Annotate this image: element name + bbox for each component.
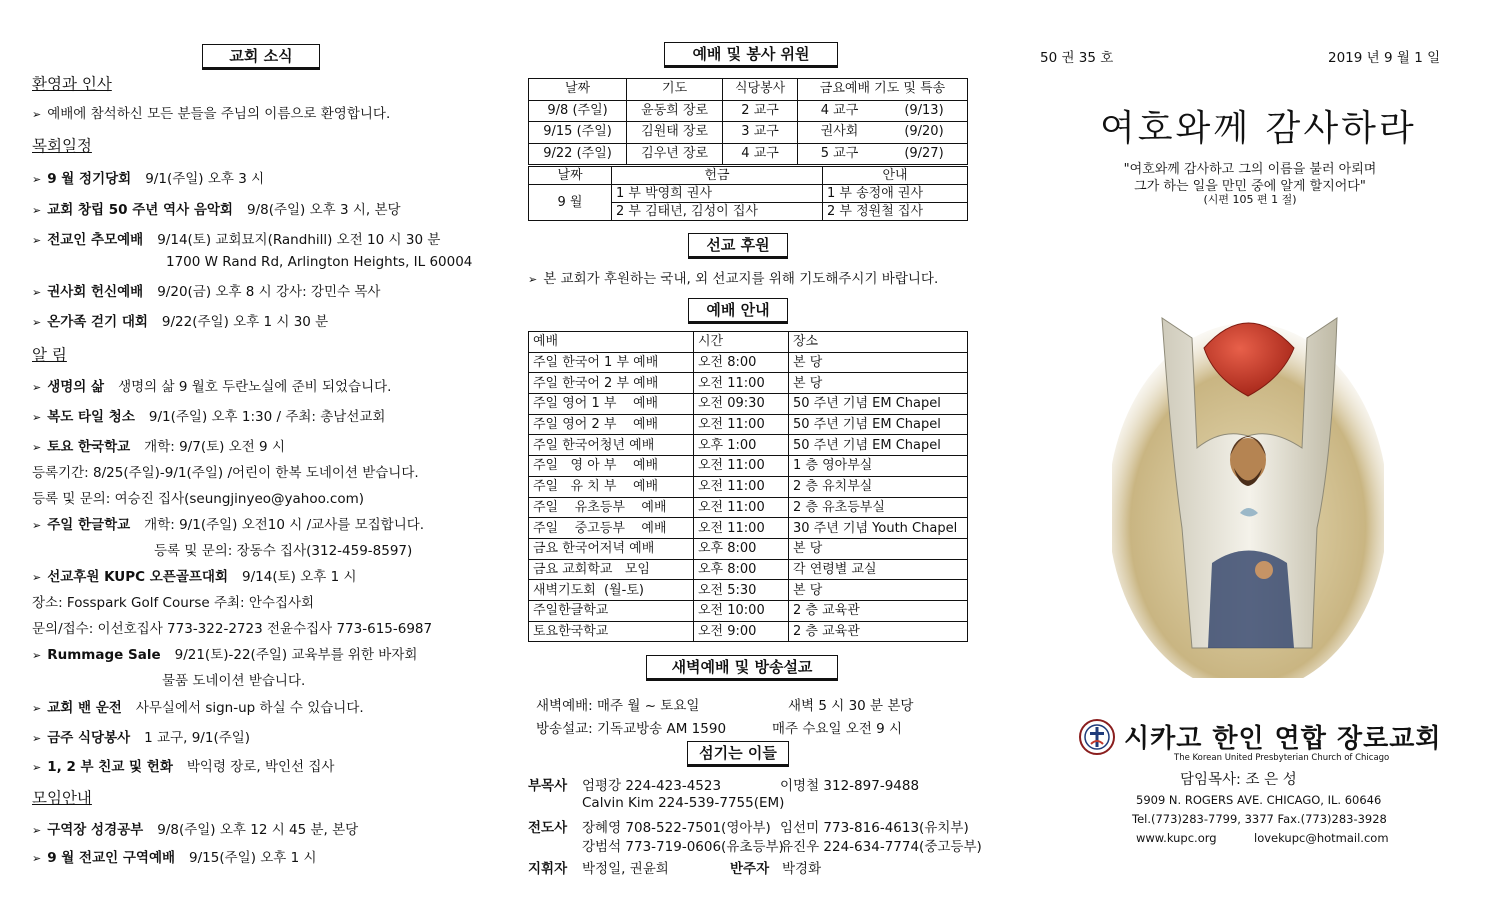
table-cell: 1 부 송정애 권사: [823, 185, 968, 203]
table-cell: 금요 교회학교 모임: [529, 559, 694, 580]
notice-item: [32, 643, 417, 663]
table-cell: 오전 10:00: [694, 600, 789, 621]
table-cell: 주일 유초등부 예배: [529, 497, 694, 518]
evangelist-1: 장혜영 708-522-7501(영아부): [582, 820, 771, 836]
table-row: [529, 143, 968, 165]
table-header: 날짜: [529, 167, 612, 185]
table-cell: 김우년 장로: [627, 143, 723, 165]
notice-item: [32, 435, 285, 455]
table-row: [529, 185, 968, 203]
volume-number: 50 권 35 호: [1040, 50, 1114, 66]
notice-item-text: 등록 및 문의: 여승진 집사(seungjinyeo@yahoo.com): [32, 491, 365, 507]
notice-item: [154, 539, 412, 559]
dawn-line1-b: 새벽 5 시 30 분 본당: [788, 698, 914, 714]
duty-title: 예배 및 봉사 위원: [664, 42, 838, 68]
notice-item-title: 교회 밴 운전: [47, 700, 122, 716]
table-row: [529, 559, 968, 580]
table-header: 장소: [789, 332, 968, 353]
notice-item-text: 9/1(주일) 오후 1:30 / 주최: 총남선교회: [148, 409, 386, 425]
table-header: 안내: [823, 167, 968, 185]
table-cell: 3 교구: [723, 122, 798, 144]
meeting-item-text: 9/15(주일) 오후 1 시: [189, 850, 317, 866]
mission-text: ➢ 본 교회가 후원하는 국내, 외 선교지를 위해 기도해주시기 바랍니다.: [528, 271, 939, 287]
notice-item: [162, 669, 305, 689]
evangelist-3: 강범석 773-719-0606(유초등부): [582, 839, 784, 855]
assoc-pastor-label: 부목사: [528, 778, 568, 794]
notice-item-title: 1, 2 부 친교 및 헌화: [47, 759, 173, 775]
left-title: 교회 소식: [202, 44, 320, 70]
meeting-item: [32, 846, 317, 866]
table-cell: 2 층 교육관: [789, 600, 968, 621]
church-name: 시카고 한인 연합 장로교회: [1124, 724, 1442, 754]
table-cell: 오후 8:00: [694, 559, 789, 580]
notice-heading: 알 림: [32, 346, 67, 364]
service-table: [528, 331, 968, 642]
table-cell: 윤동희 장로: [627, 100, 723, 122]
pastoral-item-title: 온가족 걷기 대회: [47, 314, 148, 330]
issue-date: 2019 년 9 월 1 일: [1328, 50, 1441, 66]
arrow-icon: ➢: [32, 108, 42, 121]
table-row: [529, 352, 968, 373]
theme-title: 여호와께 감사하라: [1100, 108, 1417, 149]
pastoral-item-title: 9 월 정기당회: [47, 171, 132, 187]
table-header: 날짜: [529, 79, 627, 101]
table-cell: 본 당: [789, 373, 968, 394]
service-header-row: [529, 332, 968, 353]
notice-item: [32, 726, 250, 746]
table-cell: 새벽기도회 (월-토): [529, 580, 694, 601]
kneeling-person-head: [1255, 561, 1273, 579]
table-cell: 오전 8:00: [694, 352, 789, 373]
table-cell: 오후 1:00: [694, 435, 789, 456]
pastoral-item: [32, 198, 401, 218]
arrow-icon: ➢: [32, 411, 42, 424]
table-cell: 김원태 장로: [627, 122, 723, 144]
table-cell: 오전 11:00: [694, 497, 789, 518]
table-row: [529, 456, 968, 477]
pastoral-item-text: 9/8(주일) 오후 3 시, 본당: [246, 202, 401, 218]
notice-item-text: 등록기간: 8/25(주일)-9/1(주일) /어린이 한복 도네이션 받습니다.: [32, 465, 419, 481]
dawn-line1-a: 새벽예배: 매주 월 ~ 토요일: [536, 698, 700, 714]
table-header: 시간: [694, 332, 789, 353]
notice-item-title: 선교후원 KUPC 오픈골프대회: [47, 569, 229, 585]
table-cell: 토요한국학교: [529, 621, 694, 642]
evangelist-2: 임선미 773-816-4613(유치부): [780, 820, 969, 836]
table-row: [529, 414, 968, 435]
table-cell: 4 교구: [723, 143, 798, 165]
table-cell: 오전 9:00: [694, 621, 789, 642]
table-header: 헌금: [612, 167, 823, 185]
notice-item: [32, 591, 314, 611]
arrow-icon: ➢: [32, 519, 42, 532]
table-row: [529, 580, 968, 601]
table-cell: 9/15 (주일): [529, 122, 627, 144]
notice-item: [32, 755, 334, 775]
table-cell: 오전 11:00: [694, 414, 789, 435]
arrow-icon: ➢: [32, 702, 42, 715]
mission-title: 선교 후원: [688, 233, 788, 259]
accompanist-name: 박경화: [782, 861, 822, 877]
arrow-icon: ➢: [32, 732, 42, 745]
service-title: 예배 안내: [688, 298, 788, 324]
table-cell: 5 교구: [798, 143, 881, 165]
conductor-names: 박정일, 권윤희: [582, 861, 669, 877]
arrow-icon: ➢: [32, 824, 42, 837]
table-cell: (9/27): [881, 143, 968, 165]
pastoral-item: [32, 167, 264, 187]
table-cell: 오전 11:00: [694, 476, 789, 497]
notice-item-text: 사무실에서 sign-up 하실 수 있습니다.: [135, 700, 364, 716]
assoc-pastor-3: Calvin Kim 224-539-7755(EM): [582, 795, 785, 811]
pastoral-item-text: 9/22(주일) 오후 1 시 30 분: [161, 314, 329, 330]
arrow-icon: ➢: [528, 273, 538, 286]
church-address: 5909 N. ROGERS AVE. CHICAGO, IL. 60646: [1136, 793, 1382, 807]
notice-item-title: 토요 한국학교: [47, 439, 131, 455]
table-row: [529, 122, 968, 144]
conductor-label: 지휘자: [528, 861, 568, 877]
pastoral-heading: 목회일정: [32, 137, 92, 155]
church-phone: Tel.(773)283-7799, 3377 Fax.(773)283-3928: [1132, 812, 1387, 826]
notice-item: [32, 461, 419, 481]
notice-item-text: 생명의 삶 9 월호 두란노실에 준비 되었습니다.: [118, 379, 392, 395]
arrow-icon: ➢: [32, 761, 42, 774]
table-cell: 오전 11:00: [694, 518, 789, 539]
arrow-icon: ➢: [32, 234, 42, 247]
notice-item: [32, 617, 432, 637]
pastoral-item-text: 9/1(주일) 오후 3 시: [145, 171, 265, 187]
table-row: [529, 394, 968, 415]
church-english-name: The Korean United Presbyterian Church of Chicago: [1174, 753, 1390, 763]
table-cell: 주일 유 치 부 예배: [529, 476, 694, 497]
table-cell: 1 부 박영희 권사: [612, 185, 823, 203]
arrow-icon: ➢: [32, 441, 42, 454]
welcome-heading: 환영과 인사: [32, 75, 112, 93]
table-cell: 오전 11:00: [694, 456, 789, 477]
pastoral-item-title: 전교인 추모예배: [47, 232, 144, 248]
table-cell: 9 월: [529, 185, 612, 221]
table-cell: 주일 영 아 부 예배: [529, 456, 694, 477]
assoc-pastor-2: 이명철 312-897-9488: [780, 778, 920, 794]
notice-item: [32, 513, 424, 533]
giving-table: [528, 166, 968, 221]
table-cell: 오전 11:00: [694, 373, 789, 394]
table-row: [529, 518, 968, 539]
church-logo-icon: [1078, 718, 1116, 756]
table-cell: 2 층 교육관: [789, 621, 968, 642]
pastoral-item: [32, 310, 328, 330]
dawn-line2-a: 방송설교: 기독교방송 AM 1590: [536, 721, 727, 737]
arrow-icon: ➢: [32, 852, 42, 865]
notice-item: [32, 696, 364, 716]
accompanist-label: 반주자: [730, 861, 770, 877]
table-cell: (9/20): [881, 122, 968, 144]
table-cell: 주일 중고등부 예배: [529, 518, 694, 539]
table-cell: 금요 한국어저녁 예배: [529, 538, 694, 559]
pastoral-item-text: 1700 W Rand Rd, Arlington Heights, IL 60004: [166, 254, 473, 270]
table-row: [529, 497, 968, 518]
pastoral-item: [32, 280, 380, 300]
table-cell: 2 부 김태년, 김성이 집사: [612, 203, 823, 221]
evangelist-4: 유진우 224-634-7774(중고등부): [780, 839, 982, 855]
notice-item-text: 등록 및 문의: 장동수 집사(312-459-8597): [154, 543, 413, 559]
table-cell: 본 당: [789, 352, 968, 373]
table-cell: 주일한글학교: [529, 600, 694, 621]
staff-title: 섬기는 이들: [687, 741, 789, 767]
table-header: 예배: [529, 332, 694, 353]
table-header: 금요예배 기도 및 특송: [798, 79, 968, 101]
notice-item: [32, 375, 391, 395]
table-cell: 50 주년 기념 EM Chapel: [789, 414, 968, 435]
table-cell: 주일 영어 1 부 예배: [529, 394, 694, 415]
table-cell: 권사회: [798, 122, 881, 144]
notice-item-text: 개학: 9/1(주일) 오전10 시 /교사를 모집합니다.: [144, 517, 425, 533]
assoc-pastor-1: 엄평강 224-423-4523: [582, 778, 722, 794]
table-cell: 2 교구: [723, 100, 798, 122]
table-cell: (9/13): [881, 100, 968, 122]
table-cell: 9/8 (주일): [529, 100, 627, 122]
arrow-icon: ➢: [32, 204, 42, 217]
arrow-icon: ➢: [32, 316, 42, 329]
table-header: 식당봉사: [723, 79, 798, 101]
arrow-icon: ➢: [32, 649, 42, 662]
giving-header-row: [529, 167, 968, 185]
notice-item-title: 복도 타일 청소: [47, 409, 135, 425]
dawn-title: 새벽예배 및 방송설교: [646, 655, 838, 681]
pastoral-item-title: 권사회 헌신예배: [47, 284, 144, 300]
table-row: [529, 373, 968, 394]
table-row: [529, 100, 968, 122]
table-cell: 본 당: [789, 580, 968, 601]
kneeling-person: [1208, 551, 1294, 649]
meeting-item: [32, 818, 358, 838]
verse-line-1: "여호와께 감사하고 그의 이름을 불러 아뢰며: [1123, 162, 1377, 177]
table-cell: 50 주년 기념 EM Chapel: [789, 435, 968, 456]
notice-item-title: Rummage Sale: [47, 647, 161, 663]
senior-pastor: 담임목사: 조 은 성: [1180, 772, 1297, 788]
table-cell: 2 층 유초등부실: [789, 497, 968, 518]
table-cell: 오전 09:30: [694, 394, 789, 415]
thanksgiving-illustration: [1112, 308, 1384, 678]
notice-item-title: 금주 식당봉사: [47, 730, 131, 746]
table-row: [529, 600, 968, 621]
table-cell: 2 층 유치부실: [789, 476, 968, 497]
duty-table: [528, 78, 968, 165]
arrow-icon: ➢: [32, 381, 42, 394]
notice-item-text: 9/21(토)-22(주일) 교육부를 위한 바자회: [174, 647, 418, 663]
table-row: [529, 435, 968, 456]
table-header: 기도: [627, 79, 723, 101]
table-cell: 4 교구: [798, 100, 881, 122]
pastoral-item-text: 9/20(금) 오후 8 시 강사: 강민수 목사: [157, 284, 381, 300]
notice-item-text: 1 교구, 9/1(주일): [144, 730, 251, 746]
notice-item-text: 개학: 9/7(토) 오전 9 시: [144, 439, 285, 455]
table-row: [529, 621, 968, 642]
pastoral-item-text: 9/14(토) 교회묘지(Randhill) 오전 10 시 30 분: [157, 232, 441, 248]
pastoral-item: [32, 228, 440, 248]
table-cell: 50 주년 기념 EM Chapel: [789, 394, 968, 415]
table-cell: 1 층 영아부실: [789, 456, 968, 477]
notice-item-text: 물품 도네이션 받습니다.: [162, 673, 306, 689]
church-website[interactable]: www.kupc.org: [1136, 831, 1217, 845]
welcome-text: ➢ 예배에 참석하신 모든 분들을 주님의 이름으로 환영합니다.: [32, 106, 391, 122]
table-row: [529, 476, 968, 497]
table-row: [529, 538, 968, 559]
table-cell: 각 연령별 교실: [789, 559, 968, 580]
table-cell: 오후 8:00: [694, 538, 789, 559]
notice-item-text: 장소: Fosspark Golf Course 주최: 안수집사회: [32, 595, 315, 611]
verse-line-2: 그가 하는 일을 만민 중에 알게 할지어다": [1134, 179, 1366, 194]
table-cell: 본 당: [789, 538, 968, 559]
notice-item-title: 주일 한글학교: [47, 517, 131, 533]
church-email[interactable]: lovekupc@hotmail.com: [1254, 831, 1389, 845]
arrow-icon: ➢: [32, 571, 42, 584]
evangelist-label: 전도사: [528, 820, 568, 836]
pastoral-item-title: 교회 창립 50 주년 역사 음악회: [47, 202, 233, 218]
notice-item: [32, 565, 357, 585]
notice-item: [32, 487, 364, 507]
table-cell: 주일 한국어 1 부 예배: [529, 352, 694, 373]
duty-header-row: [529, 79, 968, 101]
meeting-item-text: 9/8(주일) 오후 12 시 45 분, 본당: [157, 822, 359, 838]
table-cell: 주일 한국어청년 예배: [529, 435, 694, 456]
arrow-icon: ➢: [32, 286, 42, 299]
dawn-line2-b: 매주 수요일 오전 9 시: [772, 721, 903, 737]
notice-item-text: 박익령 장로, 박인선 집사: [186, 759, 335, 775]
meetings-heading: 모임안내: [32, 789, 92, 807]
table-cell: 2 부 정원철 집사: [823, 203, 968, 221]
table-cell: 주일 한국어 2 부 예배: [529, 373, 694, 394]
arrow-icon: ➢: [32, 173, 42, 186]
notice-item-text: 9/14(토) 오후 1 시: [242, 569, 357, 585]
notice-item-title: 생명의 삶: [47, 379, 105, 395]
table-cell: 9/22 (주일): [529, 143, 627, 165]
table-cell: 30 주년 기념 Youth Chapel: [789, 518, 968, 539]
notice-item: [32, 405, 385, 425]
table-cell: 오전 5:30: [694, 580, 789, 601]
notice-item-text: 문의/접수: 이선호집사 773-322-2723 전윤수집사 773-615-6987: [32, 621, 433, 637]
table-cell: 주일 영어 2 부 예배: [529, 414, 694, 435]
meeting-item-title: 9 월 전교인 구역예배: [47, 850, 176, 866]
verse-reference: (시편 105 편 1 절): [1203, 193, 1297, 206]
pastoral-item: [166, 254, 472, 270]
meeting-item-title: 구역장 성경공부: [47, 822, 144, 838]
